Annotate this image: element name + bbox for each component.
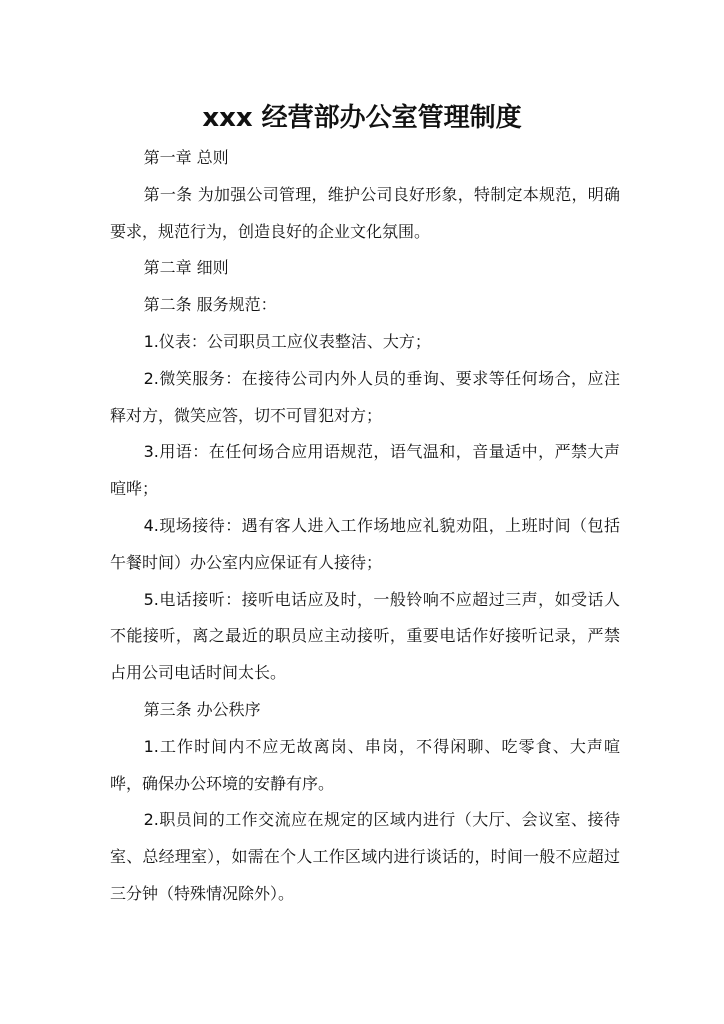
article-paragraph: 第二条 服务规范： xyxy=(143,295,277,315)
list-item: 2.职员间的工作交流应在规定的区域内进行（大厅、会议室、接待室、总经理室），如需在个人工作区域内进行谈话的，时间一般不应超过三分钟（特殊情况除外）。 xyxy=(110,810,620,903)
list-item: 1.仪表：公司职员工应仪表整洁、大方； xyxy=(143,331,431,351)
chapter-heading: 第二章 细则 xyxy=(143,258,229,278)
document-title: xxx 经营部办公室管理制度 xyxy=(202,103,522,133)
article-paragraph: 第三条 办公秩序 xyxy=(143,699,261,719)
list-item: 5.电话接听：接听电话应及时，一般铃响不应超过三声，如受话人不能接听，离之最近的职员应主动接听，重要电话作好接听记录，严禁占用公司电话时间太长。 xyxy=(110,589,620,683)
article-paragraph: 第一条 为加强公司管理，维护公司良好形象，特制定本规范，明确要求，规范行为，创造良好的企业文化氛围。 xyxy=(110,184,620,241)
list-item: 4.现场接待：遇有客人进入工作场地应礼貌劝阻，上班时间（包括午餐时间）办公室内应保证有人接待； xyxy=(110,515,620,572)
list-item: 2.微笑服务：在接待公司内外人员的垂询、要求等任何场合，应注释对方，微笑应答，切不可冒犯对方； xyxy=(110,368,620,425)
list-item: 1.工作时间内不应无故离岗、串岗，不得闲聊、吃零食、大声喧哗，确保办公环境的安静有序。 xyxy=(110,736,620,793)
list-item: 3.用语：在任何场合应用语规范，语气温和，音量适中，严禁大声喧哗； xyxy=(110,442,620,499)
document-body xyxy=(110,140,620,913)
chapter-heading: 第一章 总则 xyxy=(143,148,229,167)
